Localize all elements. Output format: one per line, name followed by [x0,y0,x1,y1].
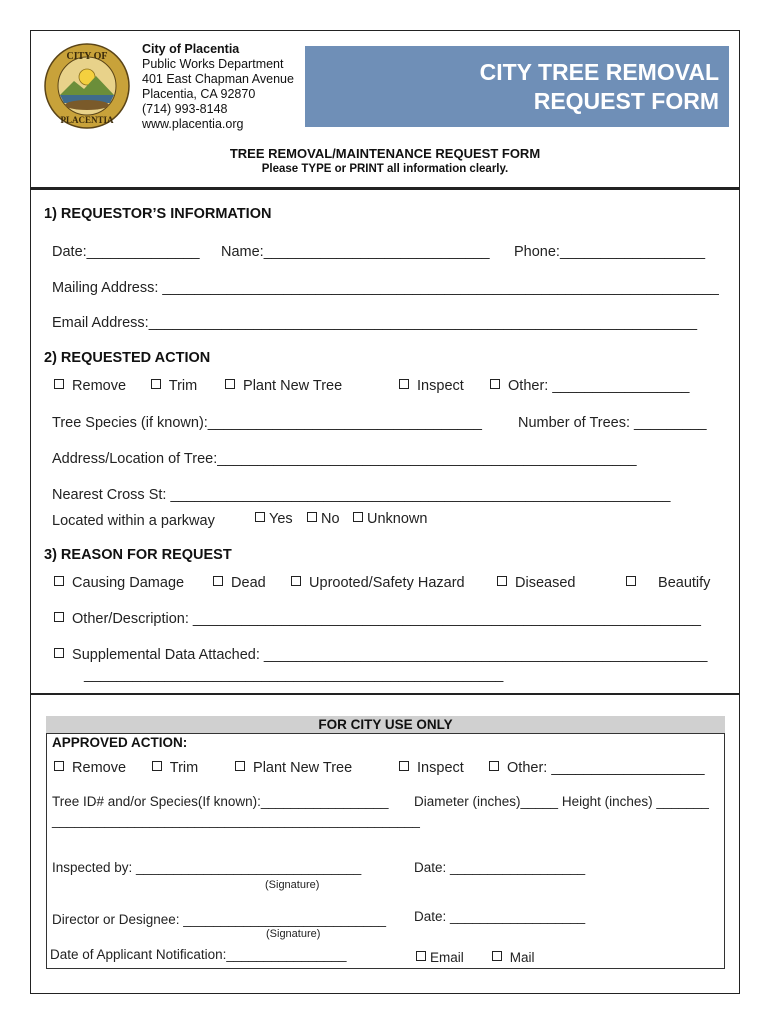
checkbox[interactable] [152,761,162,771]
option-label: Dead [231,575,266,591]
notify-email-option[interactable] [416,950,464,965]
action-plant-option[interactable] [225,378,342,394]
director-field[interactable]: Director or Designee: ___________________________ [52,912,387,927]
inspector-signature-label: (Signature) [265,879,320,891]
form-instructions: Please TYPE or PRINT all information clearly. [261,163,509,175]
checkbox[interactable] [353,512,363,522]
other-description-field[interactable]: Other/Description: _______________________________________________________________ [72,611,701,627]
seal-text-bottom: PLACENTIA [60,115,114,125]
email-address-field[interactable]: Email Address:____________________________________________________________________ [52,315,698,331]
checkbox[interactable] [54,379,64,389]
parkway-label: Located within a parkway [52,513,215,529]
action-inspect-option[interactable] [399,378,464,394]
reason-hazard-option[interactable] [291,575,465,591]
checkbox[interactable] [492,951,502,961]
option-label: Mail [509,950,535,965]
option-label: Remove [72,760,127,776]
option-label: Plant New Tree [243,378,343,394]
seal-text-top: CITY OF [66,51,108,62]
title-line-1: CITY TREE REMOVAL [479,59,719,85]
city-use-heading: FOR CITY USE ONLY [46,716,725,734]
option-label: Plant New Tree [253,760,353,776]
phone-field[interactable]: Phone:__________________ [514,244,706,260]
approved-plant-option[interactable] [235,760,352,776]
checkbox[interactable] [490,379,500,389]
approved-remove-option[interactable] [54,760,126,776]
mailing-address-field[interactable]: Mailing Address: _____________________________________________________________________ [52,280,719,296]
option-label: Uprooted/Safety Hazard [309,575,465,591]
option-label: No [321,511,340,527]
approved-trim-option[interactable] [152,760,198,776]
option-label: Email [430,950,464,965]
website: www.placentia.org [142,117,244,131]
supplemental-data-option[interactable] [54,647,707,663]
action-other-option[interactable] [490,378,689,394]
reason-dead-option[interactable] [213,575,266,591]
parkway-yes-option[interactable] [255,511,293,527]
approved-other-option[interactable] [489,760,705,776]
tree-id-continuation[interactable]: _________________________________________________ [52,813,420,828]
option-label: Trim [168,378,198,394]
org-address-block [142,42,294,132]
checkbox[interactable] [213,576,223,586]
option-label: Beautify [658,575,711,591]
checkbox[interactable] [489,761,499,771]
reason-other-option[interactable] [54,611,701,627]
supplemental-continuation-line[interactable]: ____________________________________________________ [84,667,504,683]
inspected-by-field[interactable]: Inspected by: ______________________________ [52,860,362,875]
checkbox[interactable] [54,648,64,658]
checkbox[interactable] [225,379,235,389]
supplemental-data-field[interactable]: Supplemental Data Attached: _______________________________________________________ [72,647,708,663]
notification-date-field[interactable]: Date of Applicant Notification:________________ [50,947,347,962]
diameter-height-field[interactable]: Diameter (inches)_____ Height (inches) _______ [414,794,709,809]
checkbox[interactable] [151,379,161,389]
name-field[interactable]: Name:____________________________ [221,244,490,260]
option-label: Trim [169,760,199,776]
reason-damage-option[interactable] [54,575,184,591]
option-label: Unknown [367,511,428,527]
form-subtitle: TREE REMOVAL/MAINTENANCE REQUEST FORM [229,146,541,161]
checkbox[interactable] [255,512,265,522]
tree-location-field[interactable]: Address/Location of Tree:____________________________________________________ [52,451,637,467]
checkbox[interactable] [54,612,64,622]
title-line-2: REQUEST FORM [533,88,719,114]
form-title-banner [305,46,729,127]
checkbox[interactable] [626,576,636,586]
number-of-trees-field[interactable]: Number of Trees: _________ [518,415,707,431]
inspection-date-field[interactable]: Date: __________________ [414,860,586,875]
option-label: Causing Damage [72,575,185,591]
parkway-unknown-option[interactable] [353,511,427,527]
tree-id-field[interactable]: Tree ID# and/or Species(If known):_________________ [52,794,389,809]
approved-action-heading: APPROVED ACTION: [52,735,188,750]
parkway-no-option[interactable] [307,511,340,527]
option-label: Other: ___________________ [507,760,705,776]
city-use-box [46,716,725,969]
date-field[interactable]: Date:______________ [52,244,200,260]
checkbox[interactable] [54,761,64,771]
reason-diseased-option[interactable] [497,575,575,591]
checkbox[interactable] [399,761,409,771]
checkbox[interactable] [497,576,507,586]
header-divider [30,187,740,190]
action-remove-option[interactable] [54,378,126,394]
department: Public Works Department [142,57,284,71]
option-label: Inspect [417,760,464,776]
city-state-zip: Placentia, CA 92870 [142,87,256,101]
city-use-divider [30,693,740,695]
section-requestor-heading: 1) REQUESTOR’S INFORMATION [44,206,272,222]
option-label: Inspect [417,378,464,394]
notify-mail-option[interactable] [492,950,535,965]
section-action-heading: 2) REQUESTED ACTION [44,350,211,366]
option-label: Other: _________________ [508,378,690,394]
phone-number: (714) 993-8148 [142,102,228,116]
org-name: City of Placentia [142,42,240,56]
city-seal-logo [44,43,130,129]
option-label: Yes [269,511,293,527]
checkbox[interactable] [399,379,409,389]
action-trim-option[interactable] [151,378,197,394]
option-label: Diseased [515,575,576,591]
street-address: 401 East Chapman Avenue [142,72,294,86]
reason-beautify-option[interactable] [626,575,710,591]
approved-inspect-option[interactable] [399,760,464,776]
checkbox[interactable] [54,576,64,586]
cross-street-field[interactable]: Nearest Cross St: ______________________________________________________________ [52,487,671,503]
checkbox[interactable] [416,951,426,961]
option-label: Remove [72,378,127,394]
section-reason-heading: 3) REASON FOR REQUEST [44,547,232,563]
director-date-field[interactable]: Date: __________________ [414,909,586,924]
checkbox[interactable] [291,576,301,586]
director-signature-label: (Signature) [266,928,321,940]
checkbox[interactable] [235,761,245,771]
checkbox[interactable] [307,512,317,522]
tree-species-field[interactable]: Tree Species (if known):__________________________________ [52,415,482,431]
